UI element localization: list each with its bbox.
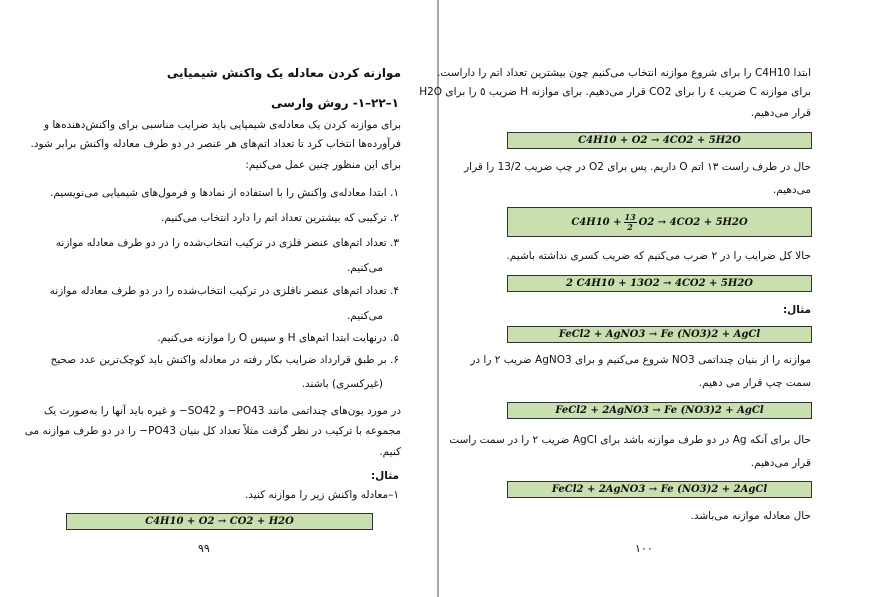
ions-line-1: در مورد یون‌های چنداتمی مانند PO43− و SO42− و غیره باید آنها را به‌صورت یک [43, 405, 401, 417]
closing-text: حال معادله موازنه می‌باشد. [690, 510, 811, 522]
equation-fecl2-unbalanced: FeCl2 + AgNO3 → Fe (NO3)2 + AgCl [507, 326, 812, 343]
eq2-right: O2 → 4CO2 + 5H2O [638, 216, 748, 228]
p5-line-1: حال برای آنکه Ag در دو طرف موازنه باشد برای AgCl ضریب ۲ را در سمت راست [449, 434, 811, 446]
page-number-100: ۱۰۰ [635, 542, 653, 555]
example-label: مثال: [370, 470, 399, 482]
p3: حالا کل ضرایب را در ۲ ضرب می‌کنیم که ضریب کسری نداشته باشیم. [506, 250, 811, 262]
p2-line-1: حال در طرف راست ۱۳ اتم O داریم. پس برای O2 در چپ ضریب 13/2 را قرار [464, 161, 811, 173]
section-heading: موازنه کردن معادله یک واکنش شیمیایی [166, 66, 401, 80]
page-99 [0, 0, 437, 597]
equation-step-3: 2 C4H10 + 13O2 → 4CO2 + 5H2O [507, 275, 812, 292]
step-2: ۲. ترکیبی که بیشترین تعداد اتم را دارد انتخاب می‌کنیم. [161, 212, 399, 224]
step-1: ۱. ابتدا معادله‌ی واکنش را با استفاده از نمادها و فرمول‌های شیمیایی می‌نویسیم. [50, 187, 399, 199]
eq2-fraction [624, 213, 637, 232]
equation-step-1: C4H10 + O2 → 4CO2 + 5H2O [507, 132, 812, 149]
p4-line-2: سمت چپ قرار می دهیم. [698, 377, 811, 389]
eq2-numerator: 13 [624, 211, 636, 222]
p5-line-2: قرار می‌دهیم. [750, 457, 811, 469]
step-6: ۶. بر طبق قرارداد ضرایب بکار رفته در معادله واکنش باید کوچک‌ترین عدد صحیح [50, 354, 399, 366]
example-text: ۱–معادله واکنش زیر را موازنه کنید. [244, 489, 399, 501]
p2-line-2: می‌دهیم. [772, 184, 811, 196]
equation-unbalanced: C4H10 + O2 → CO2 + H2O [66, 513, 373, 530]
p4-line-1: موازنه را از بنیان چنداتمی NO3 شروع می‌کنیم و برای AgNO3 ضریب ۲ را در [470, 354, 811, 366]
equation-step-2 [507, 207, 812, 237]
step-6-cont: (غیرکسری) باشند. [301, 378, 383, 390]
section-subheading: ۱–۲۲–۱- روش وارسی [271, 96, 399, 110]
step-4-cont: می‌کنیم. [346, 310, 383, 322]
page-100 [419, 0, 876, 597]
intro-line-3: برای این منظور چنین عمل می‌کنیم: [245, 159, 401, 171]
equation-fecl2-step-1: FeCl2 + 2AgNO3 → Fe (NO3)2 + AgCl [507, 402, 812, 419]
ions-line-3: کنیم. [379, 446, 401, 458]
step-3: ۳. تعداد اتم‌های عنصر فلزی در ترکیب انتخاب‌شده را در دو طرف معادله موازنه [55, 237, 399, 249]
ions-line-2: مجموعه با ترکیب در نظر گرفت مثلاً تعداد کل بنیان PO43− را در دو طرف موازنه می [24, 425, 401, 437]
p1-line-2: برای موازنه C ضریب ٤ را برای CO2 قرار می‌دهیم. برای موازنه H ضریب ٥ را برای H2O [419, 86, 811, 98]
p1-line-3: قرار می‌دهیم. [750, 107, 811, 119]
page-number-99: ۹۹ [198, 542, 210, 555]
eq2-left: C4H10 + [571, 216, 622, 228]
example-label-right: مثال: [782, 304, 811, 316]
step-5: ۵. درنهایت ابتدا اتم‌های H و سپس O را موازنه می‌کنیم. [157, 332, 399, 344]
equation-fecl2-balanced: FeCl2 + 2AgNO3 → Fe (NO3)2 + 2AgCl [507, 481, 812, 498]
step-3-cont: می‌کنیم. [346, 262, 383, 274]
eq2-denominator: 2 [627, 221, 633, 232]
intro-line-1: برای موازنه کردن یک معادله‌ی شیمیایی باید ضرایب مناسبی برای واکنش‌دهنده‌ها و [43, 119, 401, 131]
step-4: ۴. تعداد اتم‌های عنصر نافلزی در ترکیب انتخاب‌شده را در دو طرف معادله موازنه [49, 285, 399, 297]
p1-line-1: ابتدا C4H10 را برای شروع موازنه انتخاب می‌کنیم چون بیشترین تعداد اتم را داراست. [437, 67, 811, 79]
intro-line-2: فرآورده‌ها انتخاب کرد تا تعداد اتم‌های هر عنصر در دو طرف معادله واکنش برابر شود. [30, 138, 401, 150]
